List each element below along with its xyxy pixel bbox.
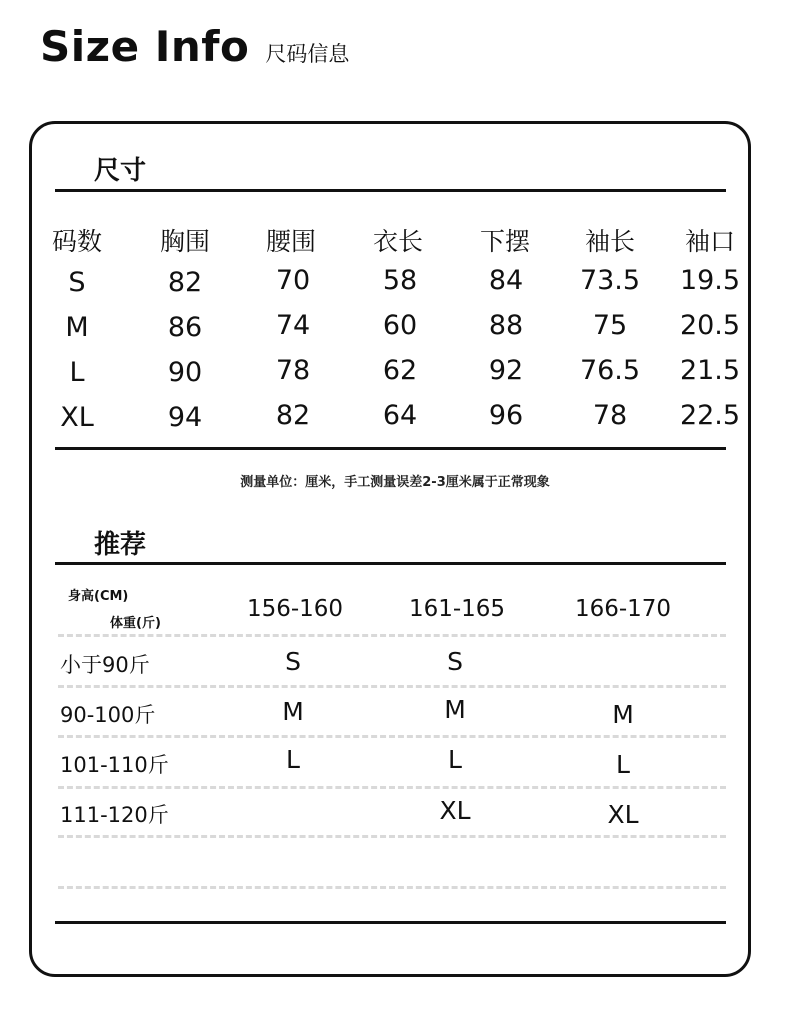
weight-row-label: 90-100斤 [60,703,156,727]
size-table-cell: 90 [167,357,203,388]
recommended-size: M [612,700,634,729]
size-table-cell: 58 [382,265,418,296]
page-title [40,22,349,71]
size-table-cell: 84 [488,265,524,296]
size-table-cell: 82 [275,400,311,431]
page-title-english: Size Info [40,22,250,71]
size-table-cell: M [65,312,89,343]
recommend-section-bottom-rule [55,921,726,924]
size-table-cell: 21.5 [679,355,741,386]
size-table-cell: 78 [592,400,628,431]
size-table-cell: 96 [488,400,524,431]
size-table-header: 衣长 [372,227,424,256]
size-section-bottom-rule [55,447,726,450]
weight-row-label: 小于90斤 [60,653,150,677]
size-table-cell: 64 [382,400,418,431]
recommend-section-top-rule [55,562,726,565]
size-table-header: 腰围 [265,227,317,256]
recommended-size: XL [607,800,639,829]
size-table-header: 码数 [51,227,103,256]
size-table-cell: 76.5 [579,355,641,386]
size-table-cell: S [68,267,86,298]
height-column-header: 156-160 [246,596,344,622]
size-table-cell: 75 [592,310,628,341]
row-divider [58,835,726,838]
row-divider [58,685,726,688]
size-table-cell: 78 [275,355,311,386]
size-table-cell: 92 [488,355,524,386]
size-table-cell: 74 [275,310,311,341]
recommended-size: L [448,745,462,774]
recommended-size: M [282,697,304,726]
size-table-cell: 88 [488,310,524,341]
size-table-cell: 86 [167,312,203,343]
size-table-cell: L [69,357,85,388]
recommended-size: S [447,647,463,676]
height-axis-label: 身高(CM) [68,589,129,604]
recommended-size: S [285,647,301,676]
size-section-heading: 尺寸 [94,156,147,186]
size-table-header: 胸围 [159,227,211,256]
size-table-cell: 82 [167,267,203,298]
measurement-note: 测量单位：厘米，手工测量误差2-3厘米属于正常现象 [240,475,550,490]
row-divider [58,634,726,637]
size-table-header: 下摆 [479,227,531,256]
recommended-size: XL [439,796,471,825]
size-table-cell: 19.5 [679,265,741,296]
size-table-cell: 70 [275,265,311,296]
weight-row-label: 101-110斤 [60,753,169,777]
size-table-cell: 73.5 [579,265,641,296]
size-table-header: 袖口 [684,227,736,256]
size-table-cell: 60 [382,310,418,341]
weight-axis-label: 体重(斤) [110,616,161,631]
height-column-header: 161-165 [408,596,506,622]
row-divider [58,786,726,789]
page-title-chinese: 尺码信息 [265,42,350,66]
recommended-size: L [286,745,300,774]
size-table-cell: 62 [382,355,418,386]
row-divider [58,735,726,738]
size-table-header: 袖长 [584,227,636,256]
row-divider [58,886,726,889]
recommended-size: M [444,695,466,724]
recommend-section-heading: 推荐 [94,530,147,560]
weight-row-label: 111-120斤 [60,803,169,827]
size-table-cell: 20.5 [679,310,741,341]
size-section-top-rule [55,189,726,192]
size-table-cell: XL [60,402,94,433]
height-column-header: 166-170 [574,596,672,622]
recommended-size: L [616,750,630,779]
size-table-cell: 94 [167,402,203,433]
size-table-cell: 22.5 [679,400,741,431]
